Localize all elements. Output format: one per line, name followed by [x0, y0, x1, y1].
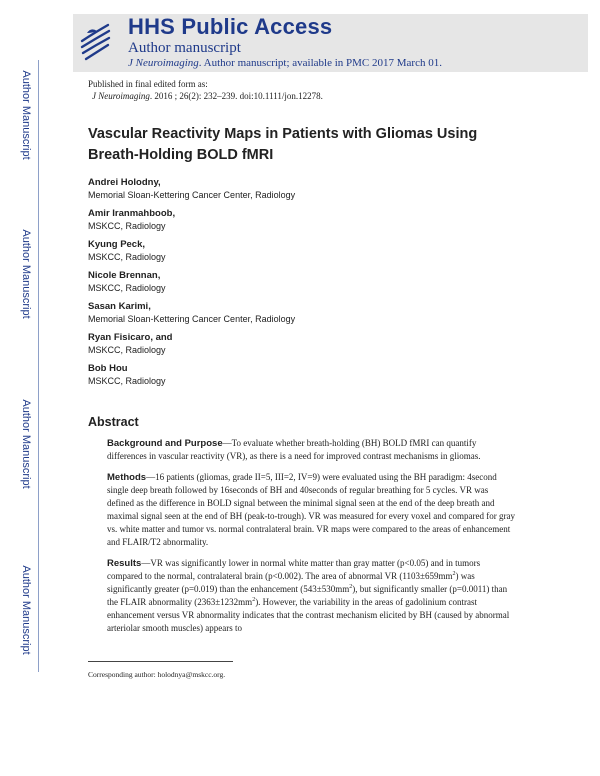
author-affiliation: MSKCC, Radiology	[88, 376, 166, 386]
results-label: Results	[107, 558, 142, 569]
author-entry: Nicole Brennan, MSKCC, Radiology	[88, 269, 528, 294]
author-list	[88, 176, 528, 393]
article-title: Vascular Reactivity Maps in Patients with Gliomas Using Breath-Holding BOLD fMRI	[88, 126, 478, 163]
background-text: —To evaluate whether breath-holding (BH) BOLD fMRI can quantify differences in vascular reactivity (VR), as there is a need for improved contrast mechanisms in gliomas.	[107, 438, 481, 461]
methods-label: Methods	[107, 472, 147, 483]
author-entry: Kyung Peck, MSKCC, Radiology	[88, 238, 528, 263]
footnote-rule	[88, 661, 233, 662]
author-name: Andrei Holodny	[88, 177, 159, 188]
hhs-public-access-title: HHS Public Access	[128, 14, 333, 39]
publication-info	[88, 78, 323, 102]
author-entry: Sasan Karimi, Memorial Sloan-Kettering Cancer Center, Radiology	[88, 300, 528, 325]
side-divider	[38, 60, 39, 672]
corresponding-author-footnote: Corresponding author: holodnya@mskcc.org.	[88, 670, 226, 679]
author-manuscript-subtitle: Author manuscript	[128, 40, 241, 56]
side-label-4: Author Manuscript	[20, 565, 32, 655]
author-affiliation: Memorial Sloan-Kettering Cancer Center, Radiology	[88, 314, 296, 324]
citation-details: . 2016 ; 26(2): 232–239. doi:10.1111/jon.12278.	[149, 91, 323, 101]
author-entry: Andrei Holodny, Memorial Sloan-Kettering Cancer Center, Radiology	[88, 176, 528, 201]
author-affiliation: MSKCC, Radiology	[88, 345, 166, 355]
side-label-1: Author Manuscript	[20, 70, 32, 160]
methods-text: —16 patients (gliomas, grade II=5, III=2, IV=9) were evaluated using the BH paradigm: 4second single deep breath followed by 16seconds of BH and 40seconds of regular breathing for 5 cycles. VR was defined as the difference in BOLD signal between the minimal signal seen at the end of the deep breath and maximal signal seen at the end of BH (peak-to-trough). VR was measured for every voxel and compared for gray vs. white matter and tumor vs. normal contralateral brain. VR maps were compared to the areas of enhancement and FLAIR/T2 abnormality.	[107, 472, 515, 547]
side-label-3: Author Manuscript	[20, 399, 32, 489]
author-name: Sasan Karimi	[88, 301, 149, 312]
citation-journal: J Neuroimaging	[92, 91, 150, 101]
background-label: Background and Purpose	[107, 438, 223, 449]
journal-name: J Neuroimaging	[128, 57, 199, 69]
author-affiliation: MSKCC, Radiology	[88, 283, 166, 293]
author-entry	[88, 362, 528, 387]
author-affiliation: MSKCC, Radiology	[88, 252, 166, 262]
journal-availability	[128, 57, 442, 69]
abstract-methods	[107, 471, 517, 549]
availability-text: . Author manuscript; available in PMC 2017 March 01.	[198, 57, 442, 69]
author-name: Amir Iranmahboob	[88, 208, 173, 219]
abstract-background	[107, 437, 517, 463]
author-entry: Ryan Fisicaro, and MSKCC, Radiology	[88, 331, 528, 356]
abstract-body	[107, 437, 517, 643]
author-name: Nicole Brennan	[88, 270, 158, 281]
author-name: Bob Hou	[88, 363, 128, 374]
abstract-results: Results—VR was significantly lower in normal white matter than gray matter (p<0.05) and in tumors compared to the normal, contralateral brain (p<0.002). The area of abnormal VR $(1103\pm 659mm^2)$ was significantly greater (p=0.019) than the enhancement $(543\pm 530mm^2)$, but significantly smaller (p=0.0011) than the FLAIR abnormality $(2363\pm 1232mm^2)$. However, the variability in the areas of gadolinium contrast enhancement versus VR abnormality indicates that the contrast mechanism elicited by BH (caused by abnormal arteriolar smooth muscles) appears to	[107, 558, 510, 633]
author-name: Ryan Fisicaro	[88, 332, 151, 343]
citation-line	[88, 90, 323, 102]
author-affiliation: Memorial Sloan-Kettering Cancer Center, Radiology	[88, 190, 296, 200]
published-line: Published in final edited form as:	[88, 79, 208, 89]
author-name: Kyung Peck	[88, 239, 143, 250]
abstract-heading: Abstract	[88, 415, 139, 429]
author-affiliation: MSKCC, Radiology	[88, 221, 166, 231]
hhs-eagle-logo-icon	[78, 19, 112, 64]
author-entry: Amir Iranmahboob, MSKCC, Radiology	[88, 207, 528, 232]
side-label-2: Author Manuscript	[20, 229, 32, 319]
